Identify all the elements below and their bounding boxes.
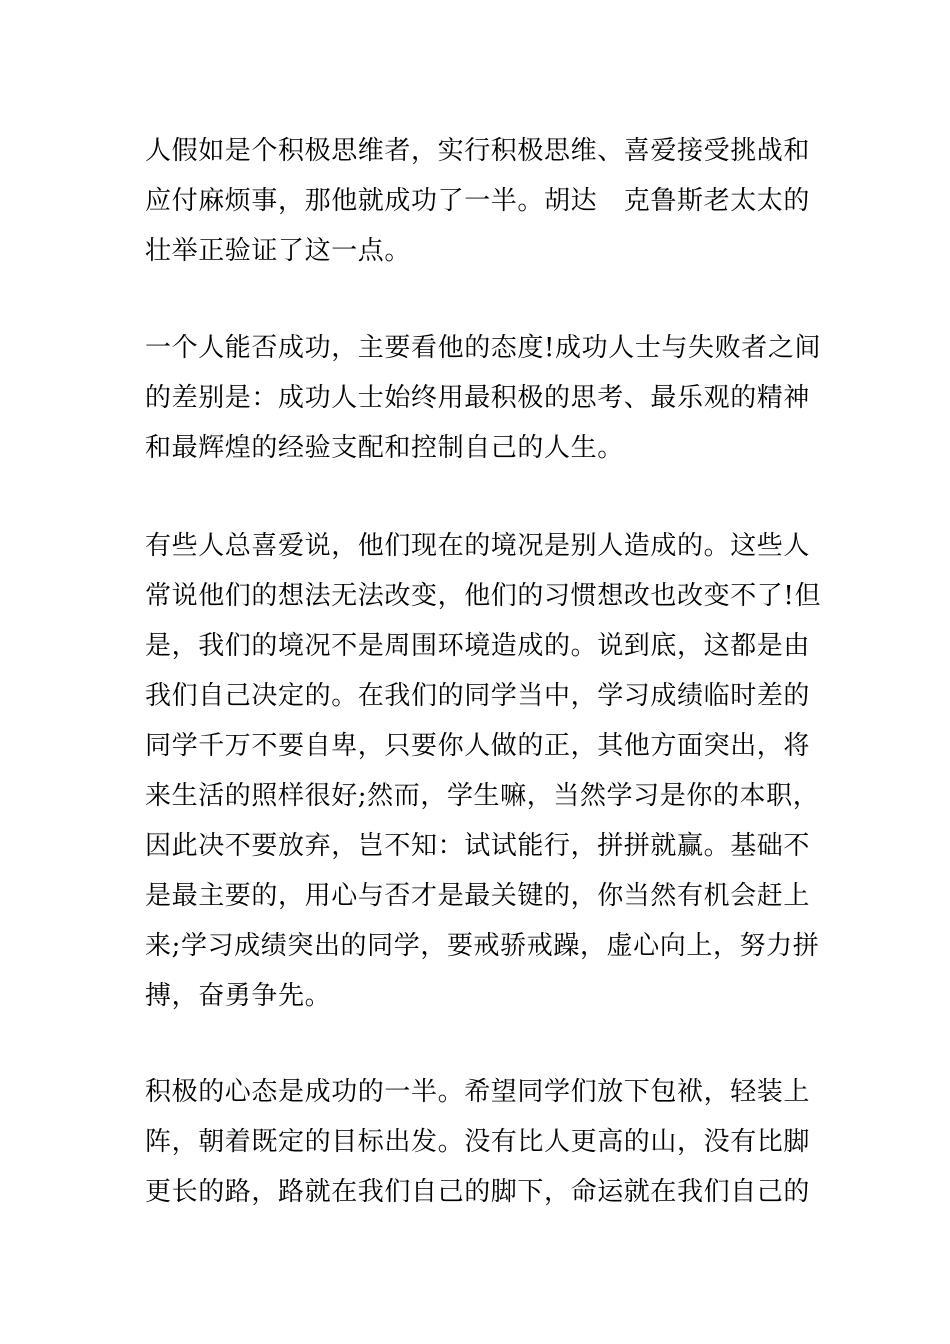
text-line: 的差别是：成功人士始终用最积极的思考、最乐观的精神: [145, 383, 811, 413]
text-line: 是，我们的境况不是周围环境造成的。说到底，这都是由: [145, 631, 811, 661]
text-line: 来;学习成绩突出的同学，要戒骄戒躁，虚心向上，努力拼: [145, 931, 820, 961]
text-line: 同学千万不要自卑，只要你人做的正，其他方面突出，将: [145, 731, 811, 761]
text-line: 壮举正验证了这一点。: [145, 236, 412, 266]
text-line: 来生活的照样很好;然而，学生嘛，当然学习是你的本职，: [145, 781, 820, 811]
text-line: 是最主要的，用心与否才是最关键的，你当然有机会赶上: [145, 881, 811, 911]
text-line: 阵，朝着既定的目标出发。没有比人更高的山，没有比脚: [145, 1127, 811, 1157]
text-line: 一个人能否成功，主要看他的态度!成功人士与失败者之间: [145, 333, 822, 363]
text-line: 常说他们的想法无法改变，他们的习惯想改也改变不了!但: [145, 581, 822, 611]
text-line: 我们自己决定的。在我们的同学当中，学习成绩临时差的: [145, 681, 811, 711]
text-line: 人假如是个积极思维者，实行积极思维、喜爱接受挑战和: [145, 136, 811, 166]
text-line: 更长的路，路就在我们自己的脚下，命运就在我们自己的: [145, 1177, 811, 1207]
text-line: 因此决不要放弃，岂不知：试试能行，拼拼就赢。基础不: [145, 831, 811, 861]
text-line: 搏，奋勇争先。: [145, 981, 332, 1011]
text-line: 积极的心态是成功的一半。希望同学们放下包袱，轻装上: [145, 1077, 811, 1107]
paragraph-3: [145, 521, 822, 1021]
text-line: 有些人总喜爱说，他们现在的境况是别人造成的。这些人: [145, 531, 811, 561]
text-line: 和最辉煌的经验支配和控制自己的人生。: [145, 433, 624, 463]
paragraph-2: [145, 323, 822, 473]
paragraph-4: [145, 1067, 815, 1217]
text-line: 应付麻烦事，那他就成功了一半。胡达 克鲁斯老太太的: [145, 186, 811, 216]
paragraph-1: [145, 126, 815, 276]
